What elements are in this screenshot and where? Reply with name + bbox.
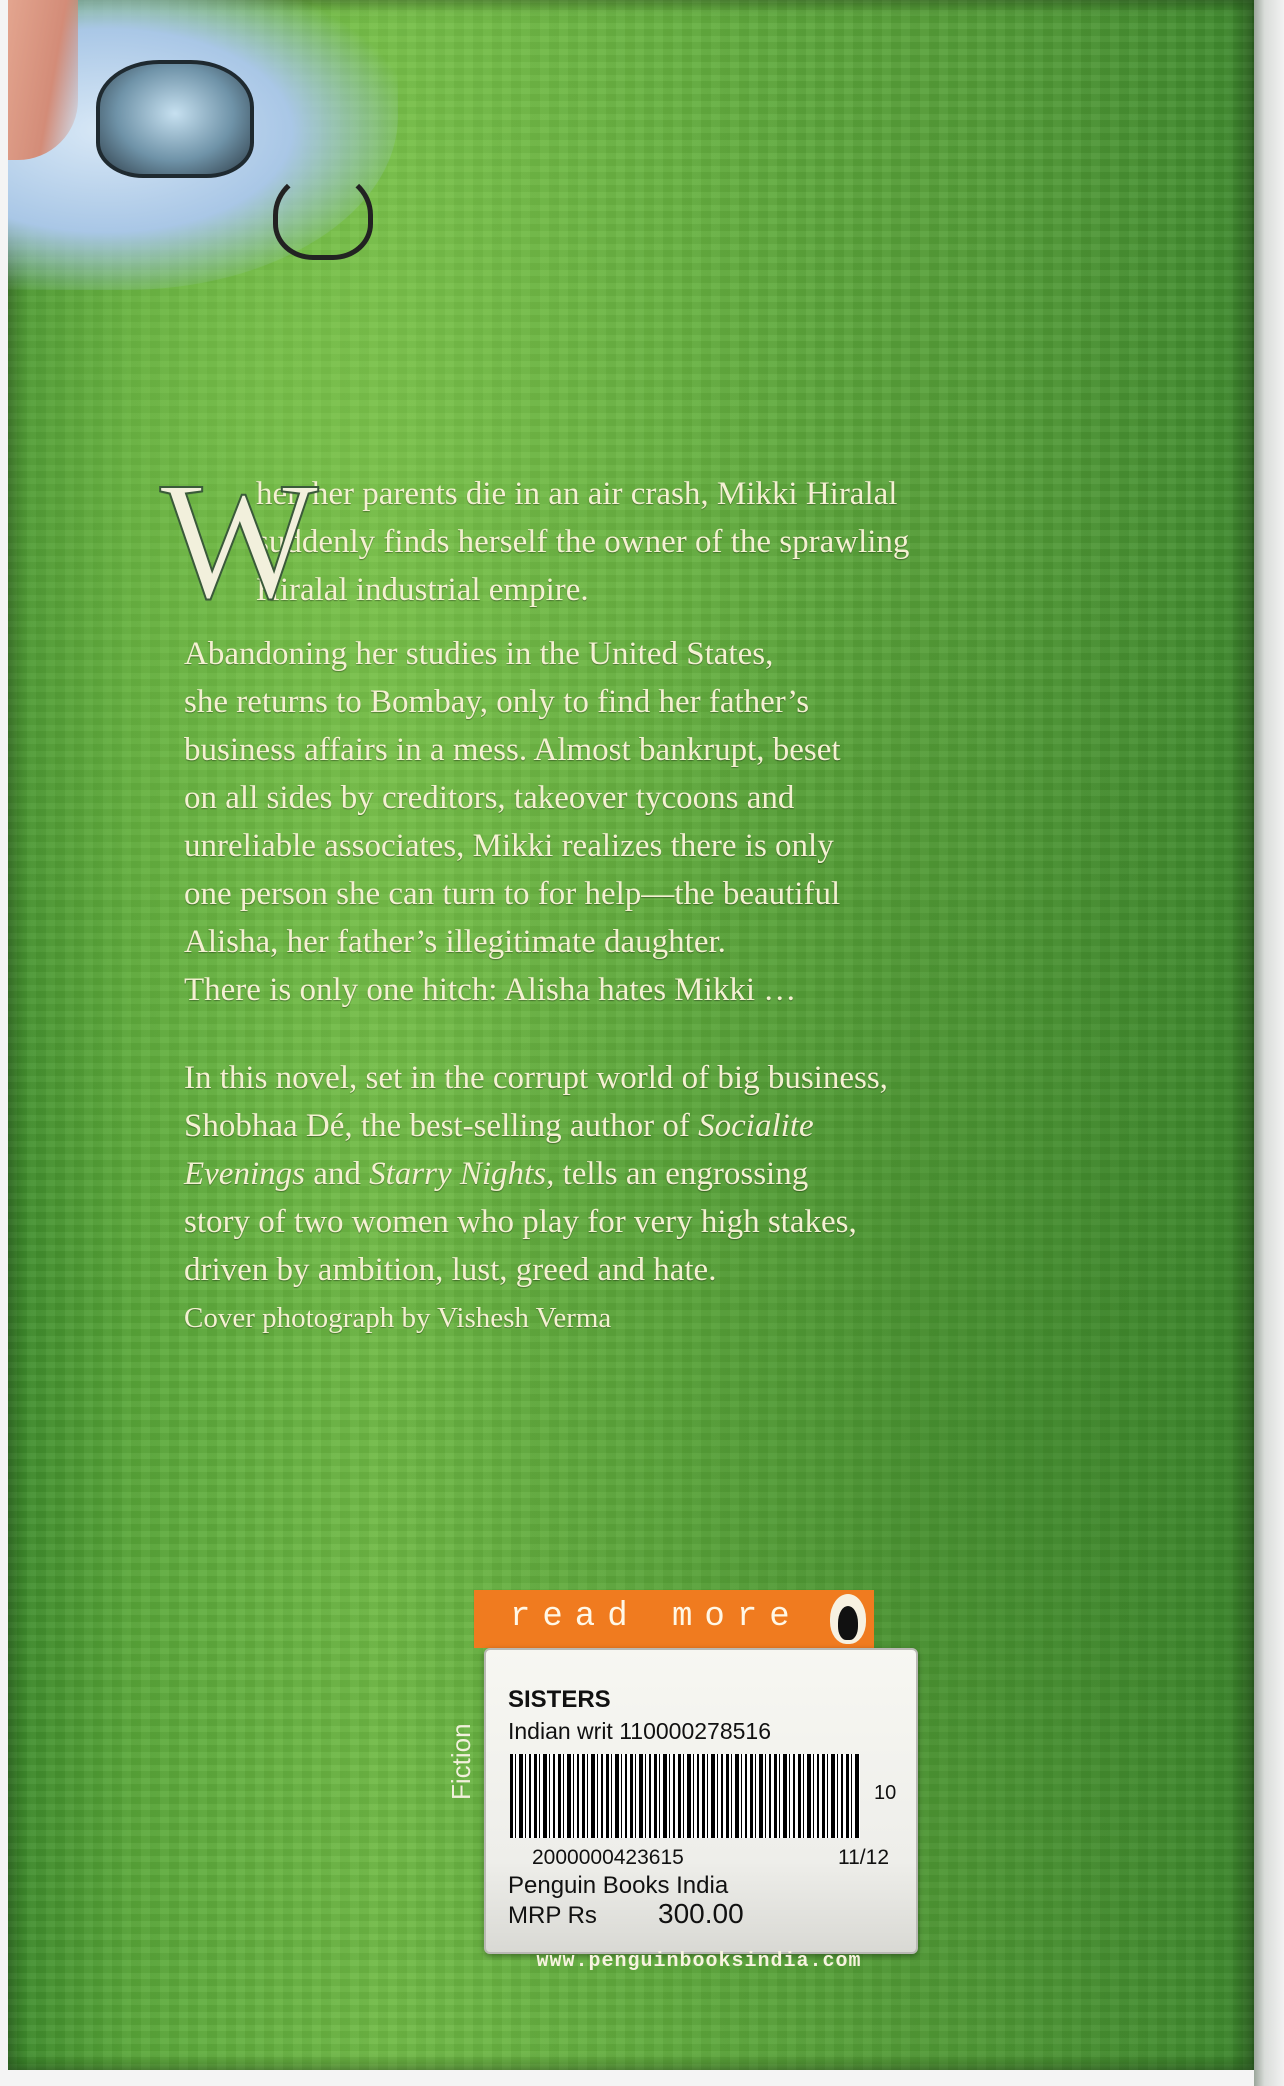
blurb-line: unreliable associates, Mikki realizes there is only <box>184 828 834 864</box>
sticker-code-10: 10 <box>874 1782 897 1804</box>
barcode-number: 2000000423615 <box>532 1846 684 1869</box>
blurb-line: one person she can turn to for help—the beautiful <box>184 876 841 912</box>
price-sticker <box>484 1648 918 1954</box>
blurb-paragraph-2 <box>184 630 1104 1014</box>
blurb-line: she returns to Bombay, only to find her father’s <box>184 684 810 720</box>
blurb-paragraph-1 <box>160 448 1104 634</box>
blurb-line: on all sides by creditors, takeover tycoons and <box>184 780 795 816</box>
blurb-line: driven by ambition, lust, greed and hate. <box>184 1252 717 1288</box>
penguin-logo-icon <box>830 1594 866 1644</box>
photo-credit: Cover photograph by Vishesh Verma <box>184 1302 612 1334</box>
blurb-line: story of two women who play for very high stakes, <box>184 1204 857 1240</box>
book-title-italic: Evenings <box>184 1156 305 1192</box>
blurb-line: business affairs in a mess. Almost bankrupt, beset <box>184 732 841 768</box>
sticker-publisher: Penguin Books India <box>508 1872 729 1899</box>
book-title-italic: Socialite <box>698 1108 814 1144</box>
blurb-line: Abandoning her studies in the United States, <box>184 636 774 672</box>
mrp-price: 300.00 <box>658 1898 744 1929</box>
handbag-illustration <box>96 60 254 178</box>
sticker-category-code: Indian writ 110000278516 <box>508 1718 772 1744</box>
green-textured-background <box>8 0 1254 2070</box>
blurb-line: and <box>304 1156 370 1192</box>
publisher-website: www.penguinbooksindia.com <box>536 1950 862 1973</box>
drop-cap: W <box>160 448 319 634</box>
blurb-line: There is only one hitch: Alisha hates Mikki … <box>184 972 797 1008</box>
blurb-line: Shobhaa Dé, the best-selling author of <box>184 1108 699 1144</box>
blurb-line: Alisha, her father’s illegitimate daughter. <box>184 924 726 960</box>
sandal-illustration <box>273 170 373 260</box>
barcode <box>510 1754 860 1838</box>
genre-label: Fiction <box>446 1723 476 1800</box>
mrp-label: MRP Rs <box>508 1902 597 1929</box>
blurb <box>160 448 1104 1342</box>
blurb-line: suddenly finds herself the owner of the sprawling <box>256 524 910 560</box>
read-more-label: read more <box>510 1598 802 1636</box>
blurb-line: hen her parents die in an air crash, Mikki Hiralal <box>256 476 898 512</box>
sticker-title: SISTERS <box>508 1686 611 1713</box>
leg-illustration <box>8 0 78 160</box>
blurb-line: In this novel, set in the corrupt world of big business, <box>184 1060 888 1096</box>
page-edge <box>1254 0 1284 2086</box>
read-more-band <box>474 1590 874 1648</box>
sticker-date: 11/12 <box>838 1846 889 1869</box>
blurb-line: tells an engrossing <box>554 1156 809 1192</box>
cover-photo-corner <box>8 0 398 290</box>
book-title-italic: Starry Nights, <box>369 1156 555 1192</box>
blurb-line: Hiralal industrial empire. <box>256 572 589 608</box>
blurb-paragraph-3 <box>184 1054 1104 1294</box>
